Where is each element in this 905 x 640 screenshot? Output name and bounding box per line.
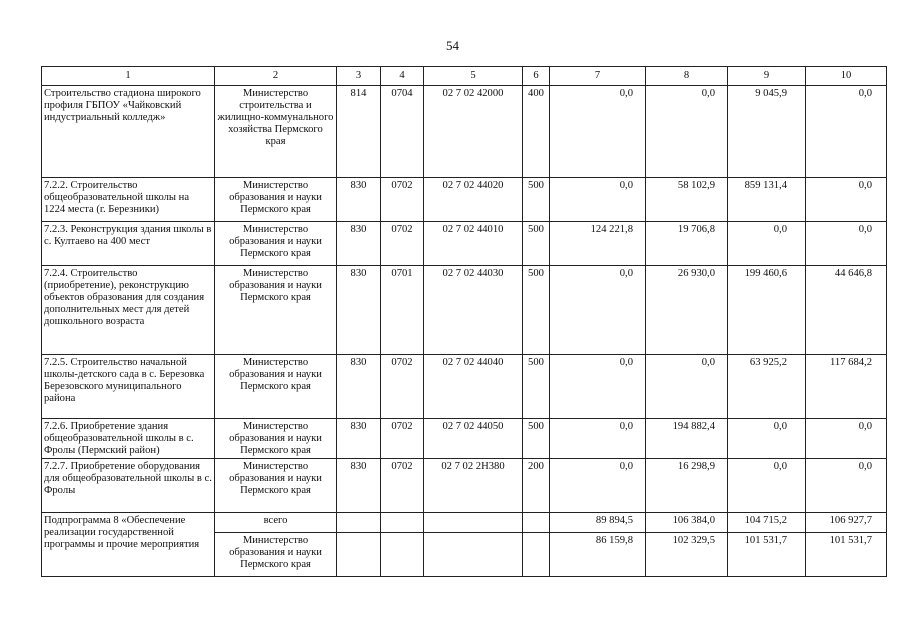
empty-cell: [337, 513, 381, 533]
row-code-6: 500: [523, 355, 550, 419]
column-header: 10: [806, 67, 887, 86]
row-code-5: 02 7 02 44050: [424, 419, 523, 459]
row-value-9: 63 925,2: [728, 355, 806, 419]
row-value-10: 44 646,8: [806, 266, 887, 355]
row-code-6: 500: [523, 222, 550, 266]
row-value-9: 199 460,6: [728, 266, 806, 355]
row-value-7: 0,0: [550, 86, 646, 178]
column-header: 1: [42, 67, 215, 86]
row-value-7: 0,0: [550, 459, 646, 513]
row-code-3: 830: [337, 419, 381, 459]
column-header: 6: [523, 67, 550, 86]
subprogram-description: Подпрограмма 8 «Обеспечение реализации государственной программы и прочие мероприятия: [42, 513, 215, 577]
subprogram-total-7: 89 894,5: [550, 513, 646, 533]
row-code-4: 0701: [381, 266, 424, 355]
column-header: 8: [646, 67, 728, 86]
header-row: [42, 67, 887, 86]
row-owner: Министерство образования и науки Пермского края: [215, 222, 337, 266]
row-code-5: 02 7 02 44040: [424, 355, 523, 419]
empty-cell: [337, 533, 381, 577]
row-code-4: 0704: [381, 86, 424, 178]
table-row: [42, 86, 887, 178]
row-value-8: 194 882,4: [646, 419, 728, 459]
row-code-6: 200: [523, 459, 550, 513]
subprogram-ministry-7: 86 159,8: [550, 533, 646, 577]
row-value-8: 0,0: [646, 86, 728, 178]
row-owner: Министерство образования и науки Пермского края: [215, 178, 337, 222]
row-value-8: 19 706,8: [646, 222, 728, 266]
row-code-6: 500: [523, 178, 550, 222]
subprogram-ministry-10: 101 531,7: [806, 533, 887, 577]
empty-cell: [381, 513, 424, 533]
row-owner: Министерство образования и науки Пермского края: [215, 459, 337, 513]
row-value-10: 0,0: [806, 222, 887, 266]
subprogram-total-8: 106 384,0: [646, 513, 728, 533]
row-code-3: 830: [337, 355, 381, 419]
subprogram-total-9: 104 715,2: [728, 513, 806, 533]
table-row: [42, 222, 887, 266]
row-description: 7.2.5. Строительство начальной школы-детского сада в с. Березовка Березовского муниципального района: [42, 355, 215, 419]
column-header: 9: [728, 67, 806, 86]
table-row: [42, 459, 887, 513]
row-owner: Министерство образования и науки Пермского края: [215, 419, 337, 459]
row-code-4: 0702: [381, 355, 424, 419]
row-value-8: 58 102,9: [646, 178, 728, 222]
row-value-7: 0,0: [550, 266, 646, 355]
row-value-10: 117 684,2: [806, 355, 887, 419]
row-description: 7.2.3. Реконструкция здания школы в с. Култаево на 400 мест: [42, 222, 215, 266]
subprogram-ministry-8: 102 329,5: [646, 533, 728, 577]
row-value-9: 0,0: [728, 419, 806, 459]
subprogram-total-row: [42, 513, 887, 533]
row-code-4: 0702: [381, 222, 424, 266]
row-code-4: 0702: [381, 459, 424, 513]
page-number: 54: [446, 38, 459, 53]
row-value-9: 0,0: [728, 459, 806, 513]
row-value-7: 0,0: [550, 419, 646, 459]
row-code-4: 0702: [381, 178, 424, 222]
row-value-8: 16 298,9: [646, 459, 728, 513]
column-header: 4: [381, 67, 424, 86]
row-code-4: 0702: [381, 419, 424, 459]
row-code-5: 02 7 02 44010: [424, 222, 523, 266]
row-code-5: 02 7 02 44030: [424, 266, 523, 355]
subprogram-total-label: всего: [215, 513, 337, 533]
table-row: [42, 355, 887, 419]
column-header: 3: [337, 67, 381, 86]
row-code-3: 830: [337, 222, 381, 266]
row-code-3: 830: [337, 178, 381, 222]
row-code-6: 400: [523, 86, 550, 178]
subprogram-ministry-owner: Министерство образования и науки Пермского края: [215, 533, 337, 577]
row-value-9: 0,0: [728, 222, 806, 266]
row-code-3: 830: [337, 266, 381, 355]
row-value-9: 9 045,9: [728, 86, 806, 178]
budget-table: [41, 66, 887, 577]
row-code-6: 500: [523, 419, 550, 459]
row-description: 7.2.6. Приобретение здания общеобразовательной школы в с. Фролы (Пермский район): [42, 419, 215, 459]
subprogram-total-10: 106 927,7: [806, 513, 887, 533]
empty-cell: [424, 533, 523, 577]
empty-cell: [523, 533, 550, 577]
row-code-5: 02 7 02 42000: [424, 86, 523, 178]
row-code-6: 500: [523, 266, 550, 355]
row-value-10: 0,0: [806, 459, 887, 513]
column-header: 7: [550, 67, 646, 86]
empty-cell: [523, 513, 550, 533]
table-row: [42, 419, 887, 459]
row-owner: Министерство образования и науки Пермского края: [215, 266, 337, 355]
row-value-10: 0,0: [806, 86, 887, 178]
row-description: 7.2.4. Строительство (приобретение), реконструкцию объектов образования для создания дополнительных мест для детей дошкольного возраста: [42, 266, 215, 355]
row-code-3: 814: [337, 86, 381, 178]
row-description: 7.2.2. Строительство общеобразовательной школы на 1224 места (г. Березники): [42, 178, 215, 222]
row-code-5: 02 7 02 44020: [424, 178, 523, 222]
empty-cell: [424, 513, 523, 533]
table-row: [42, 266, 887, 355]
column-header: 2: [215, 67, 337, 86]
table-row: [42, 178, 887, 222]
row-code-5: 02 7 02 2Н380: [424, 459, 523, 513]
row-description: 7.2.7. Приобретение оборудования для общеобразовательной школы в с. Фролы: [42, 459, 215, 513]
row-value-9: 859 131,4: [728, 178, 806, 222]
row-value-8: 26 930,0: [646, 266, 728, 355]
row-owner: Министерство строительства и жилищно-коммунального хозяйства Пермского края: [215, 86, 337, 178]
row-value-8: 0,0: [646, 355, 728, 419]
row-value-10: 0,0: [806, 419, 887, 459]
column-header: 5: [424, 67, 523, 86]
row-owner: Министерство образования и науки Пермского края: [215, 355, 337, 419]
row-value-10: 0,0: [806, 178, 887, 222]
subprogram-ministry-9: 101 531,7: [728, 533, 806, 577]
empty-cell: [381, 533, 424, 577]
row-description: Строительство стадиона широкого профиля ГБПОУ «Чайковский индустриальный колледж»: [42, 86, 215, 178]
row-value-7: 0,0: [550, 178, 646, 222]
row-value-7: 0,0: [550, 355, 646, 419]
row-code-3: 830: [337, 459, 381, 513]
row-value-7: 124 221,8: [550, 222, 646, 266]
